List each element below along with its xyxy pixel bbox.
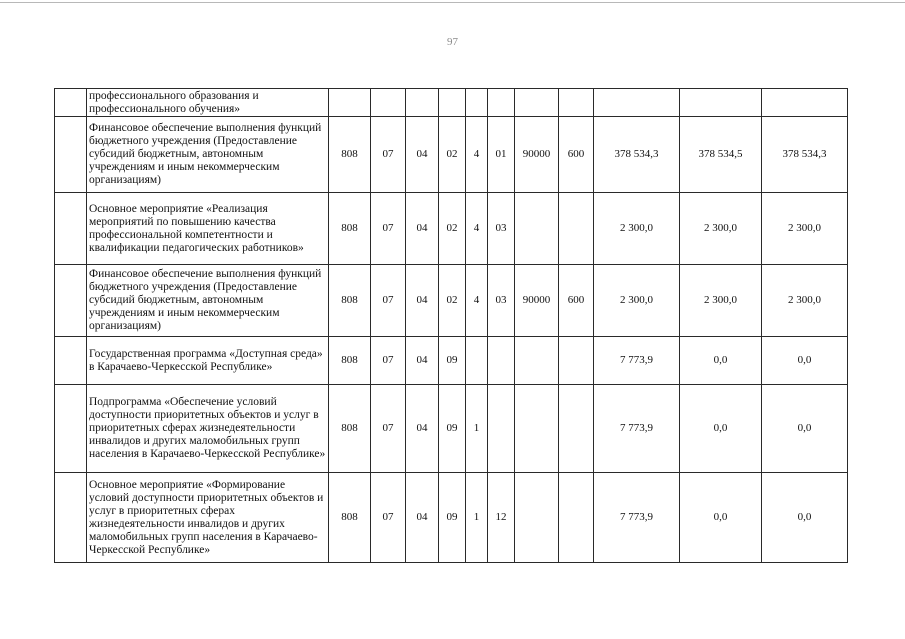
amount-year3-cell: 2 300,0 <box>762 265 848 337</box>
amount-year3-cell: 0,0 <box>762 337 848 385</box>
subprogram-code-cell: 4 <box>466 265 488 337</box>
page-number: 97 <box>447 36 458 48</box>
section-code-cell <box>371 89 406 117</box>
table-row <box>55 337 848 385</box>
row-index-cell <box>55 337 87 385</box>
section-code-cell: 07 <box>371 193 406 265</box>
amount-year2-cell <box>680 89 762 117</box>
event-code-cell: 03 <box>488 265 515 337</box>
amount-year3-cell: 378 534,3 <box>762 117 848 193</box>
ministry-code-cell: 808 <box>329 473 371 563</box>
event-code-cell <box>488 337 515 385</box>
page-top-edge <box>0 2 905 3</box>
amount-year2-cell: 378 534,5 <box>680 117 762 193</box>
section-code-cell: 07 <box>371 385 406 473</box>
subsection-code-cell: 04 <box>406 193 439 265</box>
direction-code-cell <box>515 89 559 117</box>
amount-year1-cell: 7 773,9 <box>594 473 680 563</box>
section-code-cell: 07 <box>371 337 406 385</box>
row-name-cell: профессионального образования и профессионального обучения» <box>87 89 329 117</box>
row-name-cell: Государственная программа «Доступная среда» в Карачаево-Черкесской Республике» <box>87 337 329 385</box>
event-code-cell: 12 <box>488 473 515 563</box>
subsection-code-cell <box>406 89 439 117</box>
expense-type-cell: 600 <box>559 117 594 193</box>
section-code-cell: 07 <box>371 265 406 337</box>
direction-code-cell <box>515 337 559 385</box>
amount-year1-cell: 2 300,0 <box>594 193 680 265</box>
program-code-cell: 09 <box>439 473 466 563</box>
direction-code-cell <box>515 193 559 265</box>
ministry-code-cell: 808 <box>329 117 371 193</box>
row-index-cell <box>55 265 87 337</box>
budget-table <box>54 88 848 563</box>
amount-year3-cell: 2 300,0 <box>762 193 848 265</box>
ministry-code-cell: 808 <box>329 265 371 337</box>
amount-year2-cell: 0,0 <box>680 337 762 385</box>
expense-type-cell <box>559 385 594 473</box>
expense-type-cell <box>559 473 594 563</box>
row-name-cell: Основное мероприятие «Реализация мероприятий по повышению качества профессиональной компетентности и квалификации педагогических работников» <box>87 193 329 265</box>
subprogram-code-cell: 4 <box>466 193 488 265</box>
row-index-cell <box>55 385 87 473</box>
subsection-code-cell: 04 <box>406 117 439 193</box>
program-code-cell: 02 <box>439 265 466 337</box>
expense-type-cell <box>559 89 594 117</box>
amount-year1-cell: 378 534,3 <box>594 117 680 193</box>
row-name-cell: Финансовое обеспечение выполнения функций бюджетного учреждения (Предоставление субсидий бюджетным, автономным учреждениям и иным некоммерческим организациям) <box>87 265 329 337</box>
subprogram-code-cell: 1 <box>466 473 488 563</box>
amount-year1-cell <box>594 89 680 117</box>
table-row <box>55 473 848 563</box>
subsection-code-cell: 04 <box>406 473 439 563</box>
subprogram-code-cell <box>466 337 488 385</box>
table-row <box>55 385 848 473</box>
program-code-cell: 02 <box>439 117 466 193</box>
amount-year3-cell: 0,0 <box>762 385 848 473</box>
row-name-cell: Основное мероприятие «Формирование условий доступности приоритетных объектов и услуг в приоритетных сферах жизнедеятельности инвалидов и других маломобильных групп населения в Карачаево-Черкесской Республике» <box>87 473 329 563</box>
subprogram-code-cell: 1 <box>466 385 488 473</box>
direction-code-cell: 90000 <box>515 117 559 193</box>
subsection-code-cell: 04 <box>406 337 439 385</box>
amount-year2-cell: 2 300,0 <box>680 193 762 265</box>
ministry-code-cell: 808 <box>329 193 371 265</box>
row-index-cell <box>55 89 87 117</box>
program-code-cell: 02 <box>439 193 466 265</box>
program-code-cell: 09 <box>439 337 466 385</box>
amount-year1-cell: 7 773,9 <box>594 385 680 473</box>
row-name-cell: Подпрограмма «Обеспечение условий доступности приоритетных объектов и услуг в приоритетных сферах жизнедеятельности инвалидов и других маломобильных групп населения в Карачаево-Черкесской Республике» <box>87 385 329 473</box>
row-index-cell <box>55 193 87 265</box>
ministry-code-cell: 808 <box>329 337 371 385</box>
expense-type-cell: 600 <box>559 265 594 337</box>
direction-code-cell <box>515 385 559 473</box>
amount-year2-cell: 0,0 <box>680 385 762 473</box>
program-code-cell: 09 <box>439 385 466 473</box>
row-index-cell <box>55 473 87 563</box>
section-code-cell: 07 <box>371 117 406 193</box>
table-row <box>55 89 848 117</box>
table-row <box>55 193 848 265</box>
row-name-cell: Финансовое обеспечение выполнения функций бюджетного учреждения (Предоставление субсидий бюджетным, автономным учреждениям и иным некоммерческим организациям) <box>87 117 329 193</box>
direction-code-cell <box>515 473 559 563</box>
budget-table-body <box>55 89 848 563</box>
amount-year1-cell: 2 300,0 <box>594 265 680 337</box>
amount-year2-cell: 2 300,0 <box>680 265 762 337</box>
subsection-code-cell: 04 <box>406 385 439 473</box>
event-code-cell: 03 <box>488 193 515 265</box>
ministry-code-cell: 808 <box>329 385 371 473</box>
row-index-cell <box>55 117 87 193</box>
subprogram-code-cell <box>466 89 488 117</box>
subsection-code-cell: 04 <box>406 265 439 337</box>
table-row <box>55 117 848 193</box>
amount-year2-cell: 0,0 <box>680 473 762 563</box>
event-code-cell: 01 <box>488 117 515 193</box>
subprogram-code-cell: 4 <box>466 117 488 193</box>
expense-type-cell <box>559 193 594 265</box>
section-code-cell: 07 <box>371 473 406 563</box>
amount-year1-cell: 7 773,9 <box>594 337 680 385</box>
table-row <box>55 265 848 337</box>
expense-type-cell <box>559 337 594 385</box>
event-code-cell <box>488 89 515 117</box>
direction-code-cell: 90000 <box>515 265 559 337</box>
amount-year3-cell: 0,0 <box>762 473 848 563</box>
amount-year3-cell <box>762 89 848 117</box>
event-code-cell <box>488 385 515 473</box>
ministry-code-cell <box>329 89 371 117</box>
program-code-cell <box>439 89 466 117</box>
